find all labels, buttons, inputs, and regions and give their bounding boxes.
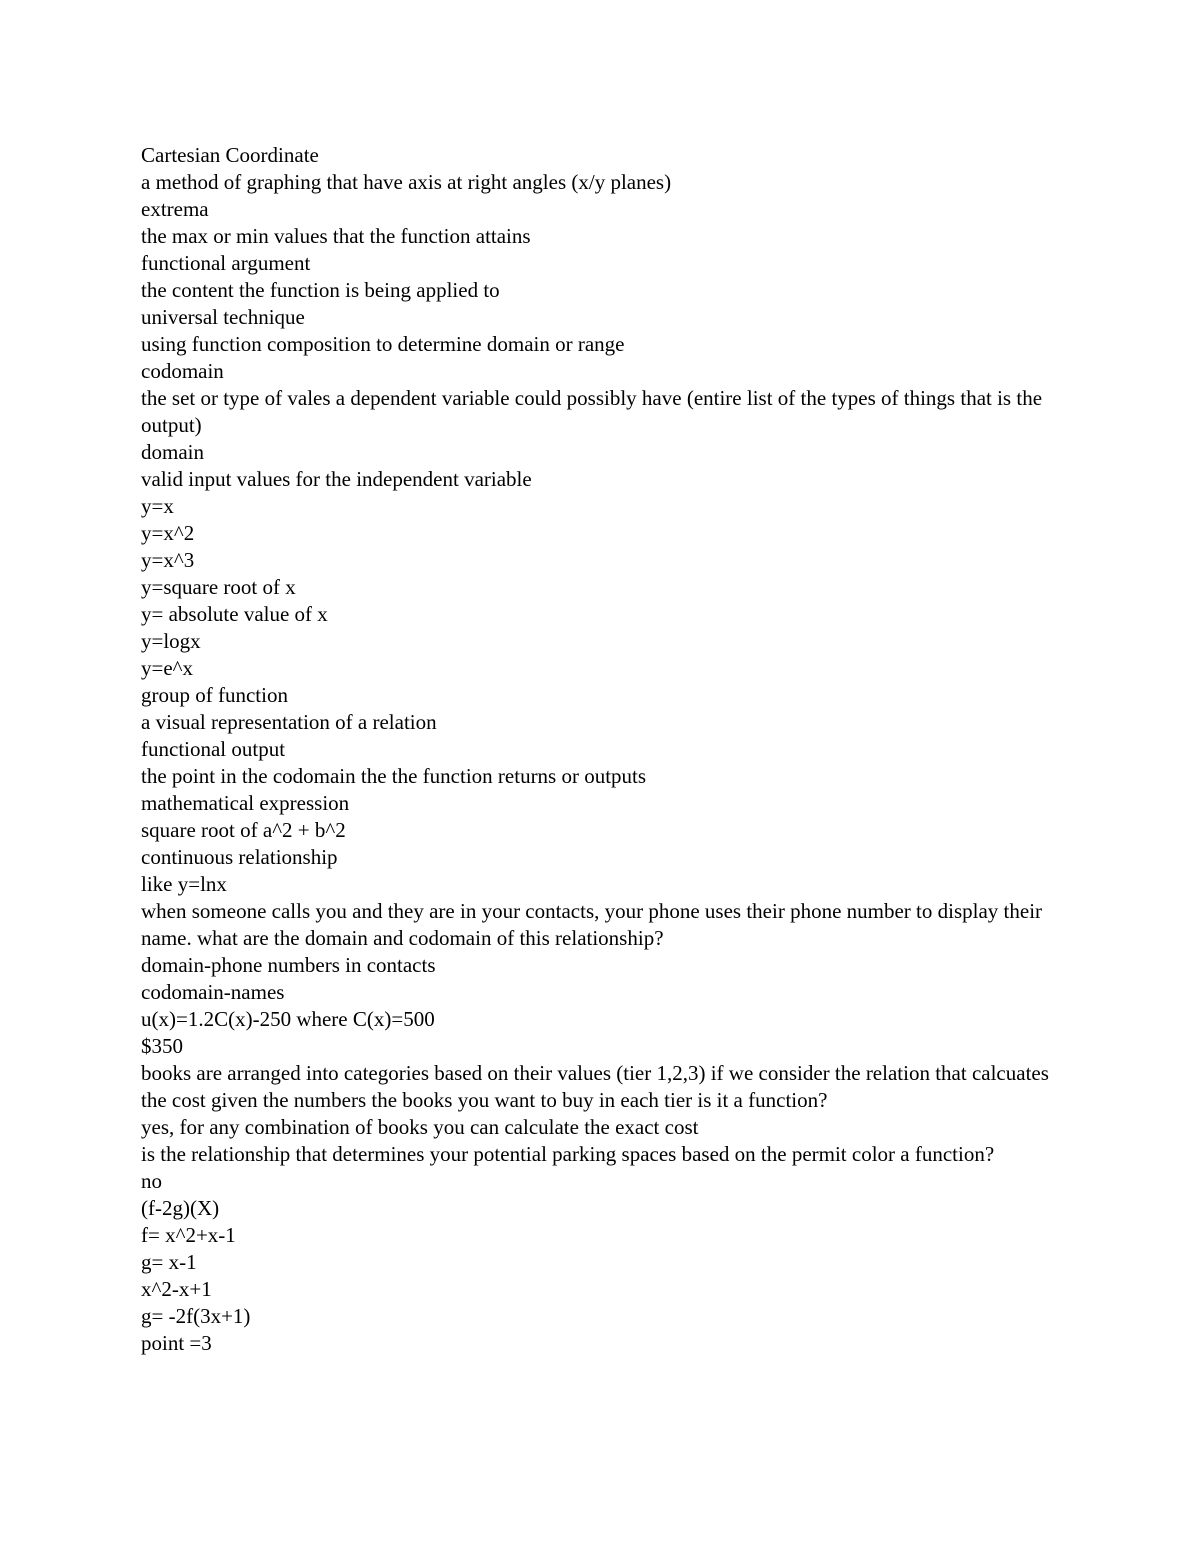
- term-line: universal technique: [141, 305, 305, 329]
- definition-line: using function composition to determine domain or range: [141, 332, 625, 356]
- definition-line: group of function: [141, 683, 288, 707]
- term-line: domain: [141, 440, 204, 464]
- definition-line: the max or min values that the function attains: [141, 224, 531, 248]
- document-page: [141, 142, 1071, 1357]
- term-line: Cartesian Coordinate: [141, 143, 319, 167]
- equation-line: y=e^x: [141, 656, 194, 680]
- question-line: g= -2f(3x+1): [141, 1304, 251, 1328]
- term-line: like y=lnx: [141, 872, 227, 896]
- question-line: u(x)=1.2C(x)-250 where C(x)=500: [141, 1007, 435, 1031]
- answer-line: no: [141, 1169, 162, 1193]
- definition-line: valid input values for the independent variable: [141, 467, 532, 491]
- equation-line: y=x: [141, 494, 174, 518]
- equation-line: f= x^2+x-1: [141, 1223, 236, 1247]
- definition-line: the content the function is being applied to: [141, 278, 500, 302]
- equation-line: g= x-1: [141, 1250, 197, 1274]
- answer-line: $350: [141, 1034, 183, 1058]
- equation-line: y=square root of x: [141, 575, 296, 599]
- term-line: functional argument: [141, 251, 311, 275]
- answer-line: codomain-names: [141, 980, 285, 1004]
- term-line: extrema: [141, 197, 209, 221]
- answer-line: yes, for any combination of books you can calculate the exact cost: [141, 1115, 699, 1139]
- definition-line: functional output: [141, 737, 286, 761]
- equation-line: y=logx: [141, 629, 201, 653]
- question-line: (f-2g)(X): [141, 1196, 220, 1220]
- question-line: books are arranged into categories based on their values (tier 1,2,3) if we consider the relation that calcuates the cost given the numbers the books you want to buy in each tier is it a function?: [141, 1061, 1049, 1112]
- term-line: codomain: [141, 359, 224, 383]
- definition-line: continuous relationship: [141, 845, 338, 869]
- answer-line: x^2-x+1: [141, 1277, 212, 1301]
- equation-line: y=x^3: [141, 548, 195, 572]
- term-line: a visual representation of a relation: [141, 710, 437, 734]
- question-line: when someone calls you and they are in your contacts, your phone uses their phone number to display their name. what are the domain and codomain of this relationship?: [141, 899, 1043, 950]
- answer-line: point =3: [141, 1331, 212, 1355]
- term-line: square root of a^2 + b^2: [141, 818, 346, 842]
- definition-line: the set or type of vales a dependent variable could possibly have (entire list of the types of things that is the output): [141, 386, 1043, 437]
- equation-line: y= absolute value of x: [141, 602, 328, 626]
- term-line: the point in the codomain the the function returns or outputs: [141, 764, 647, 788]
- definition-line: a method of graphing that have axis at right angles (x/y planes): [141, 170, 672, 194]
- equation-line: y=x^2: [141, 521, 195, 545]
- answer-line: domain-phone numbers in contacts: [141, 953, 436, 977]
- definition-line: mathematical expression: [141, 791, 350, 815]
- question-line: is the relationship that determines your potential parking spaces based on the permit color a function?: [141, 1142, 995, 1166]
